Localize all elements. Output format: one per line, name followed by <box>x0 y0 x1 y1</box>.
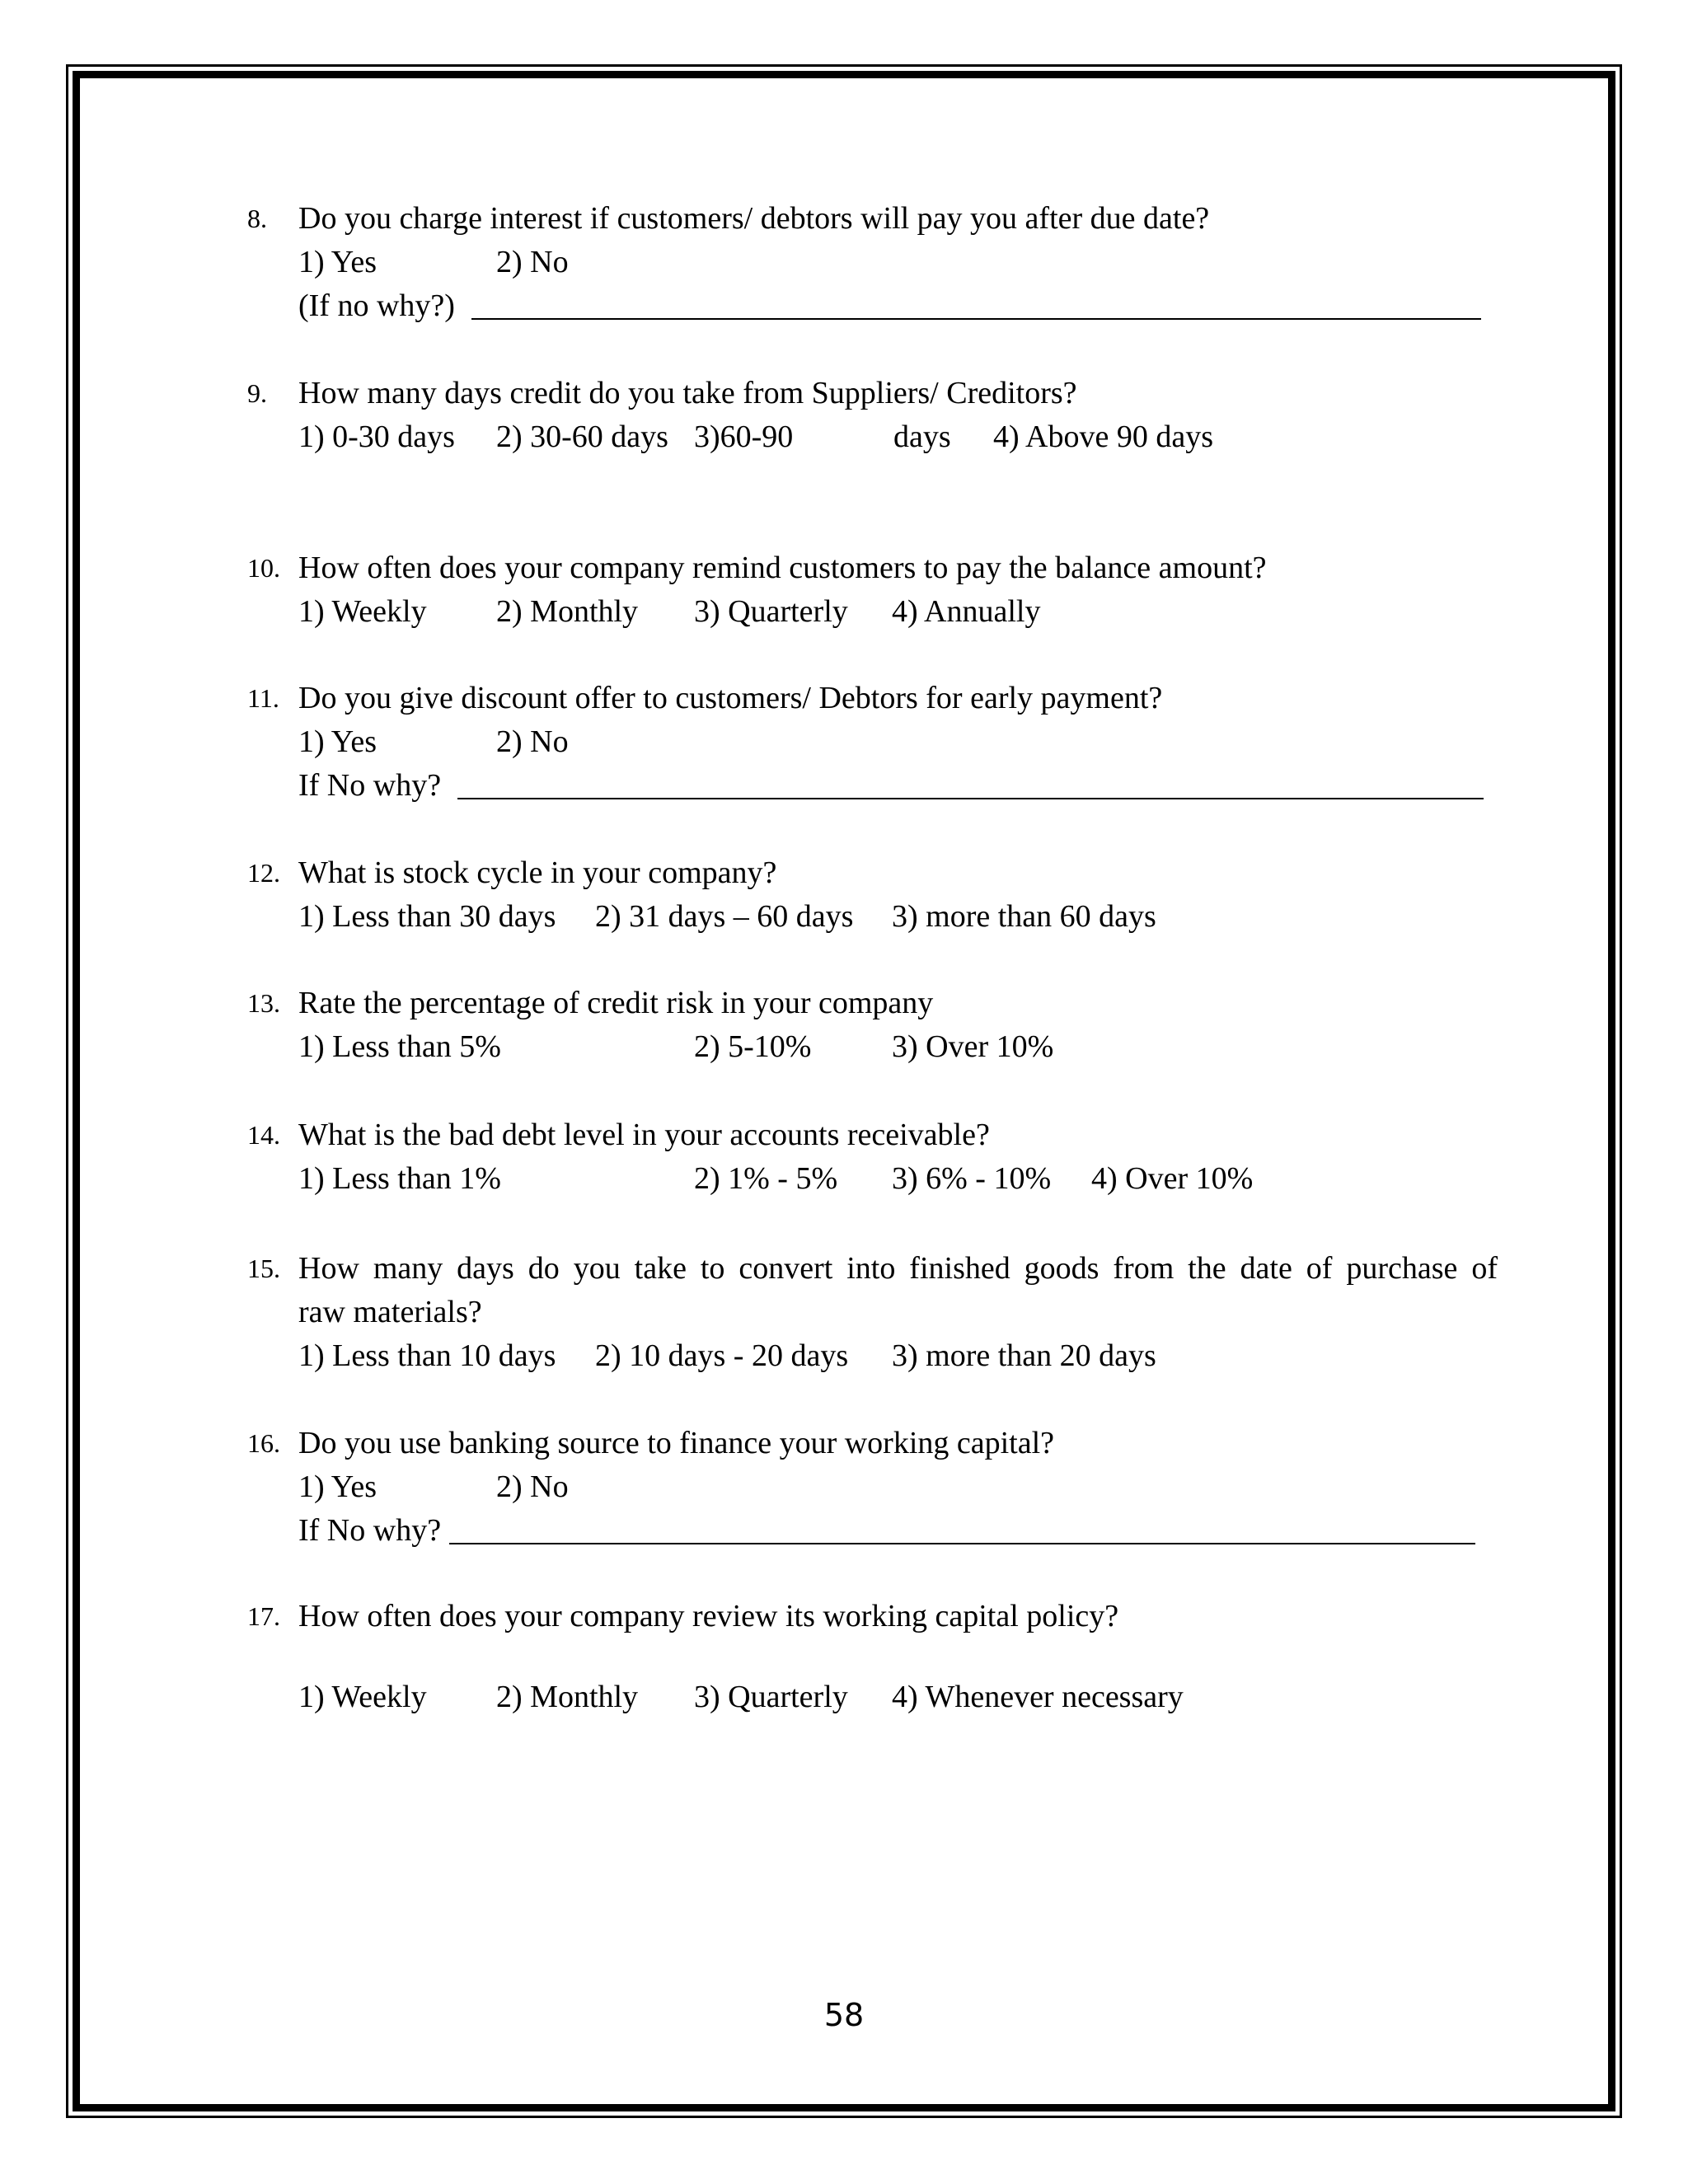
option-3[interactable]: 3) Quarterly <box>694 594 848 629</box>
answer-blank[interactable] <box>449 1543 1475 1544</box>
question-text: How often does your company remind customers to pay the balance amount? <box>298 551 1267 585</box>
followup-label: If No why? <box>298 1513 442 1548</box>
question-text: Rate the percentage of credit risk in your company <box>298 986 934 1020</box>
option-2[interactable]: 2) 1% - 5% <box>694 1161 838 1196</box>
option-3[interactable]: 3) Quarterly <box>694 1680 848 1714</box>
option-yes[interactable]: 1) Yes <box>298 724 377 759</box>
answer-blank[interactable] <box>471 318 1481 320</box>
question-text: Do you charge interest if customers/ debtors will pay you after due date? <box>298 201 1210 236</box>
question-text: What is the bad debt level in your accounts receivable? <box>298 1118 990 1152</box>
option-3[interactable]: 3) more than 60 days <box>892 899 1156 934</box>
question-text: What is stock cycle in your company? <box>298 855 777 890</box>
option-yes[interactable]: 1) Yes <box>298 245 377 279</box>
option-1[interactable]: 1) Less than 5% <box>298 1029 501 1064</box>
option-3[interactable]: 3) Over 10% <box>892 1029 1054 1064</box>
option-3[interactable]: 3)60-90 <box>694 419 794 454</box>
option-3[interactable]: 3) more than 20 days <box>892 1338 1156 1373</box>
question-number: 12. <box>247 858 280 888</box>
option-1[interactable]: 1) Weekly <box>298 1680 427 1714</box>
question-text: How often does your company review its working capital policy? <box>298 1599 1119 1633</box>
option-no[interactable]: 2) No <box>496 724 569 759</box>
option-3-unit: days <box>893 419 951 454</box>
followup-label: (If no why?) <box>298 288 455 323</box>
question-number: 17. <box>247 1601 280 1631</box>
question-text: Do you give discount offer to customers/ Debtors for early payment? <box>298 681 1163 715</box>
question-number: 16. <box>247 1428 280 1458</box>
option-2[interactable]: 2) Monthly <box>496 1680 639 1714</box>
option-4[interactable]: 4) Above 90 days <box>993 419 1214 454</box>
option-2[interactable]: 2) 30-60 days <box>496 419 668 454</box>
question-number: 10. <box>247 553 280 583</box>
option-yes[interactable]: 1) Yes <box>298 1469 377 1504</box>
option-4[interactable]: 4) Whenever necessary <box>892 1680 1184 1714</box>
option-4[interactable]: 4) Annually <box>892 594 1041 629</box>
question-number: 8. <box>247 204 267 233</box>
option-1[interactable]: 1) Less than 1% <box>298 1161 501 1196</box>
followup-label: If No why? <box>298 768 442 803</box>
option-1[interactable]: 1) Weekly <box>298 594 427 629</box>
option-4[interactable]: 4) Over 10% <box>1091 1161 1254 1196</box>
question-text-line-1: How many days do you take to convert into finished goods from the date of purchase of <box>298 1251 1498 1286</box>
question-number: 13. <box>247 988 280 1018</box>
page-number: 58 <box>823 1997 865 2033</box>
question-number: 11. <box>247 683 279 713</box>
question-number: 9. <box>247 378 267 408</box>
question-text-line-2: raw materials? <box>298 1295 482 1329</box>
option-2[interactable]: 2) 31 days – 60 days <box>595 899 854 934</box>
option-2[interactable]: 2) 10 days - 20 days <box>595 1338 849 1373</box>
question-text: How many days credit do you take from Suppliers/ Creditors? <box>298 376 1077 410</box>
question-number: 14. <box>247 1120 280 1150</box>
option-no[interactable]: 2) No <box>496 245 569 279</box>
answer-blank[interactable] <box>457 798 1484 799</box>
option-1[interactable]: 1) 0-30 days <box>298 419 455 454</box>
option-no[interactable]: 2) No <box>496 1469 569 1504</box>
option-1[interactable]: 1) Less than 30 days <box>298 899 556 934</box>
question-number: 15. <box>247 1254 280 1283</box>
option-2[interactable]: 2) Monthly <box>496 594 639 629</box>
option-1[interactable]: 1) Less than 10 days <box>298 1338 556 1373</box>
option-3[interactable]: 3) 6% - 10% <box>892 1161 1052 1196</box>
question-text: Do you use banking source to finance your working capital? <box>298 1426 1055 1460</box>
option-2[interactable]: 2) 5-10% <box>694 1029 812 1064</box>
